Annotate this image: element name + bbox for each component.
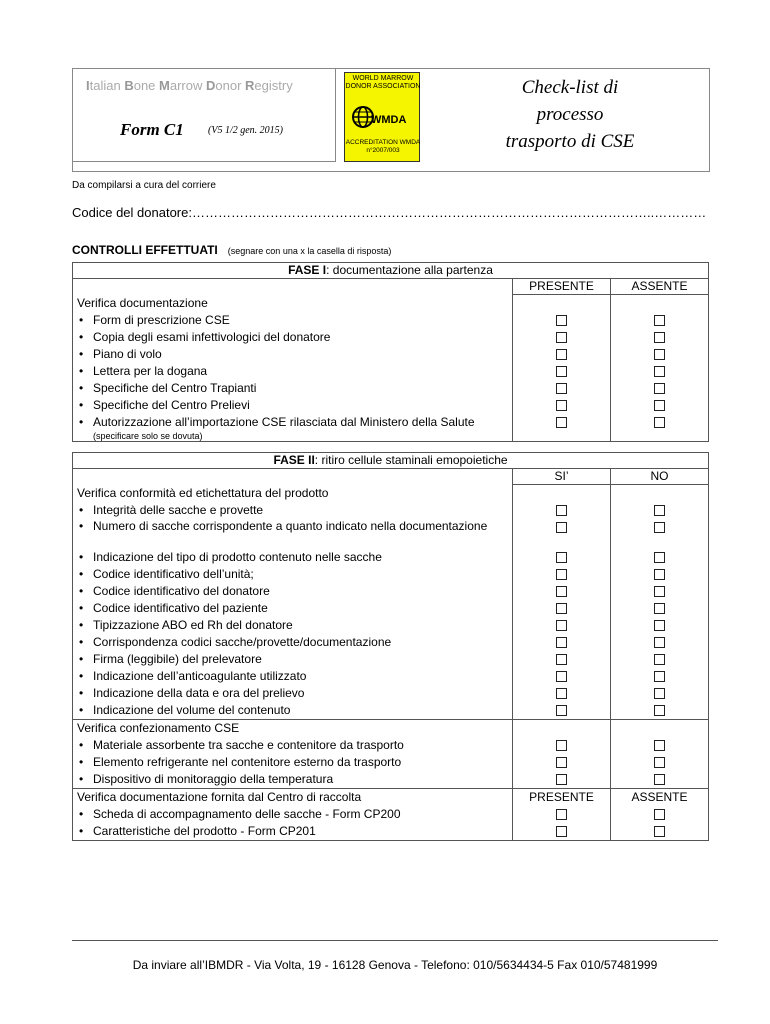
absent-checkbox[interactable] — [654, 826, 665, 837]
present-checkbox[interactable] — [556, 366, 567, 377]
courier-note: Da compilarsi a cura del corriere — [72, 180, 216, 191]
checklist-title-line2: processo — [536, 104, 604, 125]
yes-checkbox[interactable] — [556, 654, 567, 665]
checklist-item: • Firma (leggibile) del prelevatore — [77, 651, 508, 668]
phase2-group1-label: Verifica conformità ed etichettatura del prodotto — [77, 485, 329, 500]
controls-title: CONTROLLI EFFETTUATI — [72, 243, 218, 257]
yes-checkbox[interactable] — [556, 740, 567, 751]
checklist-item: • Lettera per la dogana — [77, 363, 508, 380]
phase2-table — [72, 452, 709, 841]
controls-heading — [72, 243, 391, 257]
phase1-present-checkboxes — [513, 295, 611, 442]
checklist-item: • Form di prescrizione CSE — [77, 312, 508, 329]
phase2-group2-label: Verifica confezionamento CSE — [77, 721, 240, 735]
checklist-item: • Indicazione della data e ora del prelievo — [77, 685, 508, 702]
registry-initial: I — [86, 78, 90, 93]
present-checkbox[interactable] — [556, 315, 567, 326]
checklist-item: • Integrità delle sacche e provette — [77, 502, 508, 519]
no-checkbox[interactable] — [654, 654, 665, 665]
yes-checkbox[interactable] — [556, 603, 567, 614]
phase2-col-no: NO — [611, 469, 709, 485]
checklist-item: • Indicazione dell’anticoagulante utilizzato — [77, 668, 508, 685]
phase1-subnote: (specificare solo se dovuta) — [93, 430, 203, 441]
phase2-group3-label: Verifica documentazione fornita dal Centro di raccolta — [77, 790, 362, 804]
phase1-items — [73, 295, 513, 442]
checklist-item: • Corrispondenza codici sacche/provette/documentazione — [77, 634, 508, 651]
wmda-accreditation-text: ACCREDITATION WMDA n°2007/003 — [345, 139, 421, 154]
present-checkbox[interactable] — [556, 400, 567, 411]
phase2-group2-items — [73, 720, 513, 789]
absent-checkbox[interactable] — [654, 417, 665, 428]
no-checkbox[interactable] — [654, 620, 665, 631]
donor-code-field[interactable]: Codice del donatore:……………………………………………………………………………………………..………… — [72, 205, 707, 220]
no-checkbox[interactable] — [654, 688, 665, 699]
phase2-group3-col-present: PRESENTE — [529, 790, 594, 804]
present-checkbox[interactable] — [556, 809, 567, 820]
phase2-title: FASE II: ritiro cellule staminali emopoietiche — [73, 453, 709, 469]
checklist-item: • Autorizzazione all’importazione CSE rilasciata dal Ministero della Salute — [77, 414, 508, 431]
no-checkbox[interactable] — [654, 637, 665, 648]
yes-checkbox[interactable] — [556, 569, 567, 580]
checklist-title-line3: trasporto di CSE — [505, 131, 635, 152]
yes-checkbox[interactable] — [556, 774, 567, 785]
registry-word-rest: talian — [89, 78, 125, 93]
no-checkbox[interactable] — [654, 586, 665, 597]
phase1-absent-checkboxes — [611, 295, 709, 442]
phase2-group2-no-checkboxes — [611, 720, 709, 789]
wmda-accreditation-logo — [344, 72, 420, 162]
no-checkbox[interactable] — [654, 552, 665, 563]
no-checkbox[interactable] — [654, 671, 665, 682]
no-checkbox[interactable] — [654, 774, 665, 785]
registry-name — [86, 78, 293, 93]
phase2-group3-items — [73, 789, 513, 841]
absent-checkbox[interactable] — [654, 332, 665, 343]
checklist-item: • Materiale assorbente tra sacche e contenitore da trasporto — [77, 737, 508, 754]
present-checkbox[interactable] — [556, 349, 567, 360]
registry-initial: D — [206, 78, 216, 93]
yes-checkbox[interactable] — [556, 705, 567, 716]
checklist-item: • Codice identificativo del paziente — [77, 600, 508, 617]
present-checkbox[interactable] — [556, 826, 567, 837]
registry-word-rest: egistry — [254, 78, 293, 93]
checklist-item: • Specifiche del Centro Prelievi — [77, 397, 508, 414]
checklist-item: • Indicazione del volume del contenuto — [77, 702, 508, 719]
yes-checkbox[interactable] — [556, 688, 567, 699]
phase1-table — [72, 262, 709, 442]
phase1-col-absent: ASSENTE — [611, 279, 709, 295]
yes-checkbox[interactable] — [556, 620, 567, 631]
phase2-group3-col-absent: ASSENTE — [631, 790, 688, 804]
phase1-title: FASE I: documentazione alla partenza — [73, 263, 709, 279]
phase2-group3-absent-checkboxes — [611, 789, 709, 841]
checklist-title — [470, 74, 670, 155]
phase2-group2-yes-checkboxes — [513, 720, 611, 789]
phase2-col-yes: SI’ — [513, 469, 611, 485]
yes-checkbox[interactable] — [556, 671, 567, 682]
yes-checkbox[interactable] — [556, 552, 567, 563]
absent-checkbox[interactable] — [654, 366, 665, 377]
yes-checkbox[interactable] — [556, 505, 567, 516]
wmda-logo-text: WMDA — [371, 114, 407, 126]
phase1-col-present: PRESENTE — [513, 279, 611, 295]
footer-address: Da inviare all’IBMDR - Via Volta, 19 - 16128 Genova - Telefono: 010/5634434-5 Fax 010/57481999 — [132, 958, 658, 972]
checklist-title-line1: Check-list di — [521, 77, 619, 98]
yes-checkbox[interactable] — [556, 522, 567, 533]
phase2-group1-no-checkboxes — [611, 485, 709, 720]
checklist-item: • Elemento refrigerante nel contenitore esterno da trasporto — [77, 754, 508, 771]
absent-checkbox[interactable] — [654, 349, 665, 360]
checklist-item: • Piano di volo — [77, 346, 508, 363]
phase1-group-label: Verifica documentazione — [77, 295, 208, 310]
registry-word-rest: arrow — [169, 78, 206, 93]
checklist-item: • Copia degli esami infettivologici del donatore — [77, 329, 508, 346]
registry-initial: M — [159, 78, 170, 93]
present-checkbox[interactable] — [556, 383, 567, 394]
form-version: (V5 1/2 gen. 2015) — [208, 125, 283, 136]
absent-checkbox[interactable] — [654, 383, 665, 394]
checklist-item: • Codice identificativo dell’unità; — [77, 566, 508, 583]
absent-checkbox[interactable] — [654, 315, 665, 326]
checklist-item: • Scheda di accompagnamento delle sacche - Form CP200 — [77, 806, 508, 823]
checklist-item: • Specifiche del Centro Trapianti — [77, 380, 508, 397]
phase2-group1-items — [73, 485, 513, 720]
no-checkbox[interactable] — [654, 705, 665, 716]
controls-hint: (segnare con una x la casella di risposta) — [227, 246, 392, 256]
no-checkbox[interactable] — [654, 757, 665, 768]
checklist-item: • Tipizzazione ABO ed Rh del donatore — [77, 617, 508, 634]
present-checkbox[interactable] — [556, 332, 567, 343]
checklist-item: • Codice identificativo del donatore — [77, 583, 508, 600]
checklist-item: • Numero di sacche corrispondente a quanto indicato nella documentazione — [77, 519, 508, 549]
no-checkbox[interactable] — [654, 740, 665, 751]
form-title: Form C1 — [120, 120, 184, 139]
footer-divider — [72, 940, 718, 941]
yes-checkbox[interactable] — [556, 757, 567, 768]
yes-checkbox[interactable] — [556, 586, 567, 597]
no-checkbox[interactable] — [654, 522, 665, 533]
no-checkbox[interactable] — [654, 603, 665, 614]
no-checkbox[interactable] — [654, 505, 665, 516]
absent-checkbox[interactable] — [654, 809, 665, 820]
checklist-item: • Indicazione del tipo di prodotto contenuto nelle sacche — [77, 549, 508, 566]
phase2-group3-present-checkboxes — [513, 789, 611, 841]
wmda-top-text: WORLD MARROW DONOR ASSOCIATION — [345, 75, 421, 90]
registry-initial: B — [124, 78, 134, 93]
checklist-item: • Dispositivo di monitoraggio della temperatura — [77, 771, 508, 788]
registry-word-rest: onor — [215, 78, 246, 93]
yes-checkbox[interactable] — [556, 637, 567, 648]
registry-initial: R — [245, 78, 255, 93]
checklist-item: • Caratteristiche del prodotto - Form CP201 — [77, 823, 508, 840]
absent-checkbox[interactable] — [654, 400, 665, 411]
present-checkbox[interactable] — [556, 417, 567, 428]
registry-word-rest: one — [133, 78, 160, 93]
phase2-group1-yes-checkboxes — [513, 485, 611, 720]
no-checkbox[interactable] — [654, 569, 665, 580]
